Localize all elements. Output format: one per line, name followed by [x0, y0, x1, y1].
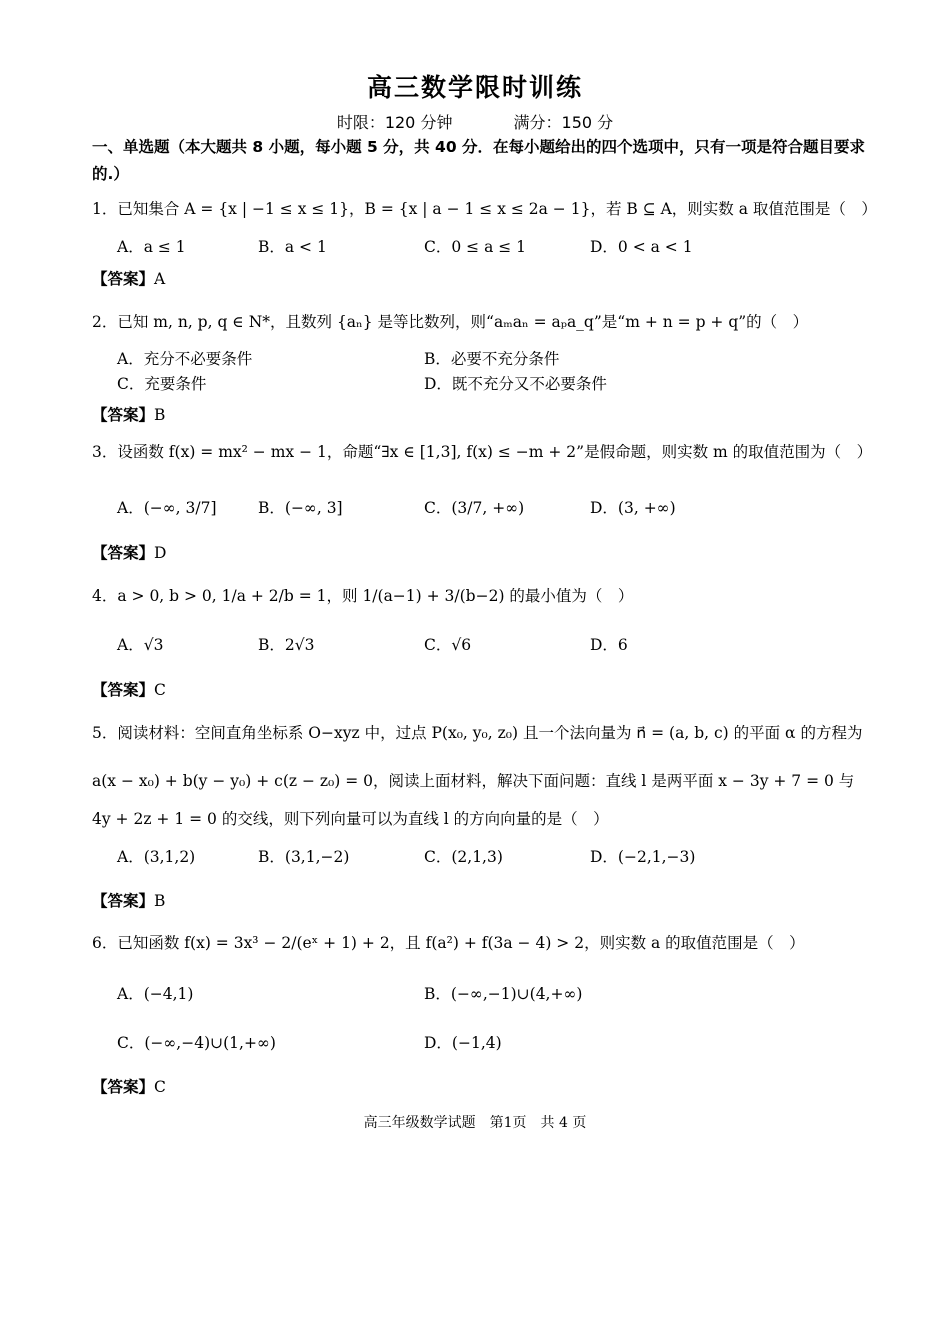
question-6-option-c: C．(−∞,−4)∪(1,+∞)	[117, 1034, 276, 1052]
answer-label: 【答案】	[92, 681, 155, 699]
page-title: 高三数学限时训练	[366, 73, 583, 102]
question-4-option-d: D．6	[590, 636, 628, 654]
time-limit: 时限：120 分钟	[336, 113, 453, 132]
question-1-option-c: C．0 ≤ a ≤ 1	[424, 238, 527, 256]
question-1-option-d: D．0 < a < 1	[590, 238, 693, 256]
question-3-option-c: C．(3/7, +∞)	[424, 499, 525, 517]
question-1-option-a: A．a ≤ 1	[117, 238, 186, 256]
question-5-stem-line-1: 5．阅读材料：空间直角坐标系 O−xyz 中，过点 P(x₀, y₀, z₀) 且一个法向量为 n⃗ = (a, b, c) 的平面 α 的方程为	[92, 724, 863, 742]
full-score: 满分：150 分	[513, 113, 614, 132]
question-2-option-d: D．既不充分又不必要条件	[424, 375, 607, 393]
question-3-answer	[92, 541, 166, 563]
question-5-stem-line-2: a(x − x₀) + b(y − y₀) + c(z − z₀) = 0，阅读上面材料，解决下面问题：直线 l 是两平面 x − 3y + 7 = 0 与	[92, 772, 855, 790]
answer-label: 【答案】	[92, 544, 155, 562]
answer-value: B	[154, 892, 166, 910]
question-1-answer	[92, 267, 165, 289]
answer-value: A	[154, 270, 166, 288]
question-4-answer	[92, 678, 166, 700]
exam-info	[0, 110, 950, 133]
answer-label: 【答案】	[92, 406, 155, 424]
question-4-option-b: B．2√3	[258, 636, 315, 654]
question-5-option-d: D．(−2,1,−3)	[590, 848, 696, 866]
question-3-option-b: B．(−∞, 3]	[258, 499, 343, 517]
question-5-option-c: C．(2,1,3)	[424, 848, 503, 866]
question-5-option-a: A．(3,1,2)	[117, 848, 196, 866]
question-6-option-d: D．(−1,4)	[424, 1034, 502, 1052]
question-4-stem: 4．a > 0, b > 0, 1/a + 2/b = 1，则 1/(a−1) + 3/(b−2) 的最小值为（ ）	[92, 587, 634, 605]
answer-value: B	[154, 406, 166, 424]
question-6-option-a: A．(−4,1)	[117, 985, 194, 1003]
question-5-stem-line-3: 4y + 2z + 1 = 0 的交线，则下列向量可以为直线 l 的方向向量的是（ ）	[92, 810, 609, 828]
question-1-option-b: B．a < 1	[258, 238, 327, 256]
question-4-option-c: C．√6	[424, 636, 472, 654]
question-2-option-a: A．充分不必要条件	[117, 350, 253, 368]
answer-value: C	[154, 1078, 166, 1096]
question-1-stem: 1．已知集合 A = {x | −1 ≤ x ≤ 1}，B = {x | a − 1 ≤ x ≤ 2a − 1}，若 B ⊆ A，则实数 a 取值范围是（ ）	[92, 200, 877, 218]
question-3-stem: 3．设函数 f(x) = mx² − mx − 1，命题“∃x ∈ [1,3], f(x) ≤ −m + 2”是假命题，则实数 m 的取值范围为（ ）	[92, 443, 873, 461]
question-6-stem: 6．已知函数 f(x) = 3x³ − 2/(eˣ + 1) + 2，且 f(a²) + f(3a − 4) > 2，则实数 a 的取值范围是（ ）	[92, 934, 805, 952]
question-2-stem: 2．已知 m, n, p, q ∈ N*，且数列 {aₙ} 是等比数列，则“aₘaₙ = aₚa_q”是“m + n = p + q”的（ ）	[92, 313, 809, 331]
section-heading: 一、单选题（本大题共 8 小题，每小题 5 分，共 40 分．在每小题给出的四个选项中，只有一项是符合题目要求的.）	[92, 138, 866, 183]
question-2-option-c: C．充要条件	[117, 375, 207, 393]
question-2-option-b: B．必要不充分条件	[424, 350, 560, 368]
page-footer: 高三年级数学试题 第1页 共 4 页	[363, 1115, 587, 1131]
question-2-answer	[92, 403, 165, 425]
answer-value: C	[154, 681, 166, 699]
answer-label: 【答案】	[92, 1078, 155, 1096]
question-3-option-d: D．(3, +∞)	[590, 499, 676, 517]
question-4-option-a: A．√3	[117, 636, 164, 654]
answer-label: 【答案】	[92, 892, 155, 910]
question-5-answer	[92, 889, 165, 911]
question-5-option-b: B．(3,1,−2)	[258, 848, 350, 866]
question-6-answer	[92, 1075, 166, 1097]
question-3-option-a: A．(−∞, 3/7]	[117, 499, 217, 517]
answer-label: 【答案】	[92, 270, 155, 288]
answer-value: D	[154, 544, 167, 562]
question-6-option-b: B．(−∞,−1)∪(4,+∞)	[424, 985, 583, 1003]
